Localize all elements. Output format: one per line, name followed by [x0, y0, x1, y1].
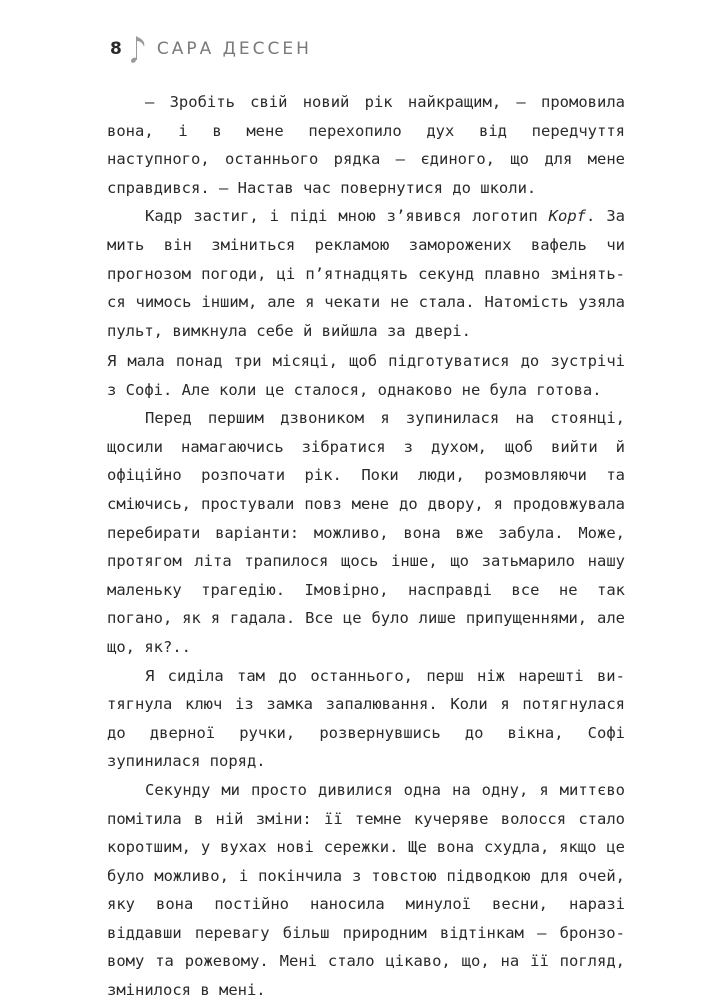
music-note-icon	[130, 34, 148, 64]
paragraph: Перед першим дзвоником я зупинилася на стоянці, щосили намагаючись зібратися з духом, щоб вийти й офіційно розпочати рік. Поки люди, розмовляючи та сміючись, простували повз мене до двору, я продовжувала перебирати варіанти: можливо, вона вже забула. Може, протягом літа трапилося щось інше, що затьмарило нашу маленьку трагедію. Імовірно, насправді все не так погано, як я гадала. Все це було лише припущеннями, але що, як?..	[107, 409, 625, 656]
paragraph: Секунду ми просто дивилися одна на одну, я миттєво помітила в ній зміни: її темне кучеряве волосся стало коротшим, у вухах нові сережки. Ще вона схудла, якщо це було можливо, і покінчила з товстою підводкою для очей, яку вона постійно наносила минулої весни, наразі віддавши перевагу більш природним відтінкам — бронзовому та рожевому. Мені стало цікаво, що, на її погляд, змінилося в мені.	[107, 780, 625, 1000]
page-number: 8	[110, 39, 122, 59]
logo-name: Корf	[548, 207, 586, 226]
page-header	[110, 34, 312, 64]
paragraph-text: Кадр застиг, і піді мною з’явився логотип	[145, 207, 549, 226]
paragraph: Я сиділа там до останнього, перш ніж нарешті витягнула ключ із замка запалювання. Коли я потягнулася до дверної ручки, розвернувшись до вікна, Софі зупинилася поряд.	[107, 666, 625, 771]
paragraph-text: . За мить він зміниться рекламою заморожених вафель чи прогнозом погоди, ці п’ятнадцять секунд плавно зміняться чимось іншим, але я чекати не стала. Натомість узяла пульт, вимкнула себе й вийшла за двері.	[107, 207, 626, 340]
section-one	[107, 88, 625, 345]
section-two	[107, 347, 625, 1005]
paragraph	[107, 202, 625, 345]
paragraph: Я мала понад три місяці, щоб підготуватися до зустрічі з Софі. Але коли це сталося, однаково не була готова.	[107, 352, 625, 399]
running-title: САРА ДЕССЕН	[156, 39, 312, 59]
paragraph: — Зробіть свій новий рік найкращим, — промовила вона, і в мене перехопило дух від передчуття наступного, останнього рядка — єдиного, що для мене справдився. — Настав час повернутися до школи.	[107, 93, 625, 197]
